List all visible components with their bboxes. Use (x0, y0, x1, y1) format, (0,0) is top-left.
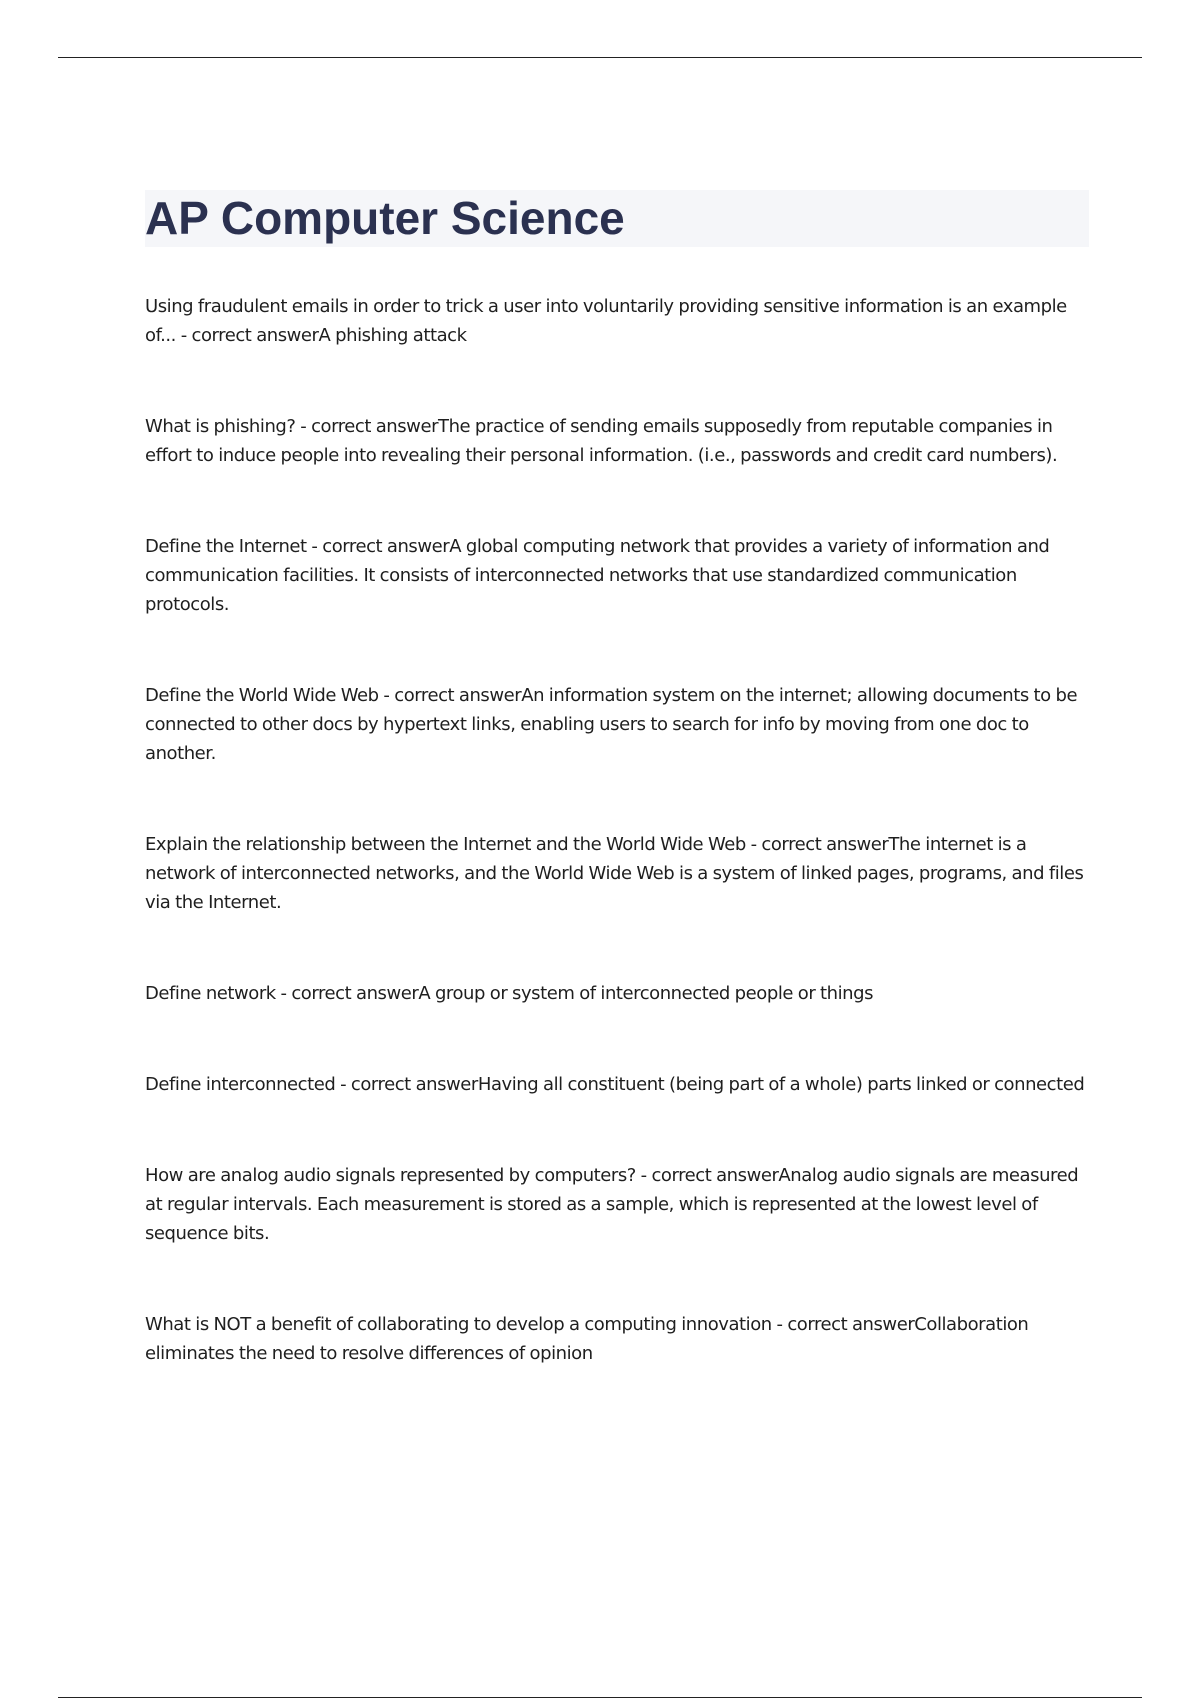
qa-item: Using fraudulent emails in order to trick a user into voluntarily providing sensitive information is an example of... - correct answerA phishing attack (145, 296, 1067, 346)
document-title: AP Computer Science (145, 192, 625, 244)
top-rule (58, 57, 1142, 58)
qa-item: What is NOT a benefit of collaborating to develop a computing innovation - correct answerCollaboration eliminates the need to resolve differences of opinion (145, 1314, 1029, 1364)
qa-item: What is phishing? - correct answerThe practice of sending emails supposedly from reputable companies in effort to induce people into revealing their personal information. (i.e., passwords and credit card numbers). (145, 416, 1058, 466)
bottom-rule (58, 1697, 1142, 1698)
qa-item: Explain the relationship between the Internet and the World Wide Web - correct answerThe internet is a network of interconnected networks, and the World Wide Web is a system of linked pages, programs, and files via the Internet. (145, 834, 1084, 913)
qa-item: How are analog audio signals represented by computers? - correct answerAnalog audio signals are measured at regular intervals. Each measurement is stored as a sample, which is represented at the lowest level of sequence bits. (145, 1165, 1079, 1244)
qa-list (145, 292, 1095, 1430)
qa-item: Define the World Wide Web - correct answerAn information system on the internet; allowing documents to be connected to other docs by hypertext links, enabling users to search for info by moving from one doc to another. (145, 685, 1078, 764)
qa-item: Define network - correct answerA group or system of interconnected people or things (145, 983, 874, 1004)
qa-item: Define the Internet - correct answerA global computing network that provides a variety of information and communication facilities. It consists of interconnected networks that use standardized communication protocols. (145, 536, 1050, 615)
qa-item: Define interconnected - correct answerHaving all constituent (being part of a whole) parts linked or connected (145, 1074, 1085, 1095)
